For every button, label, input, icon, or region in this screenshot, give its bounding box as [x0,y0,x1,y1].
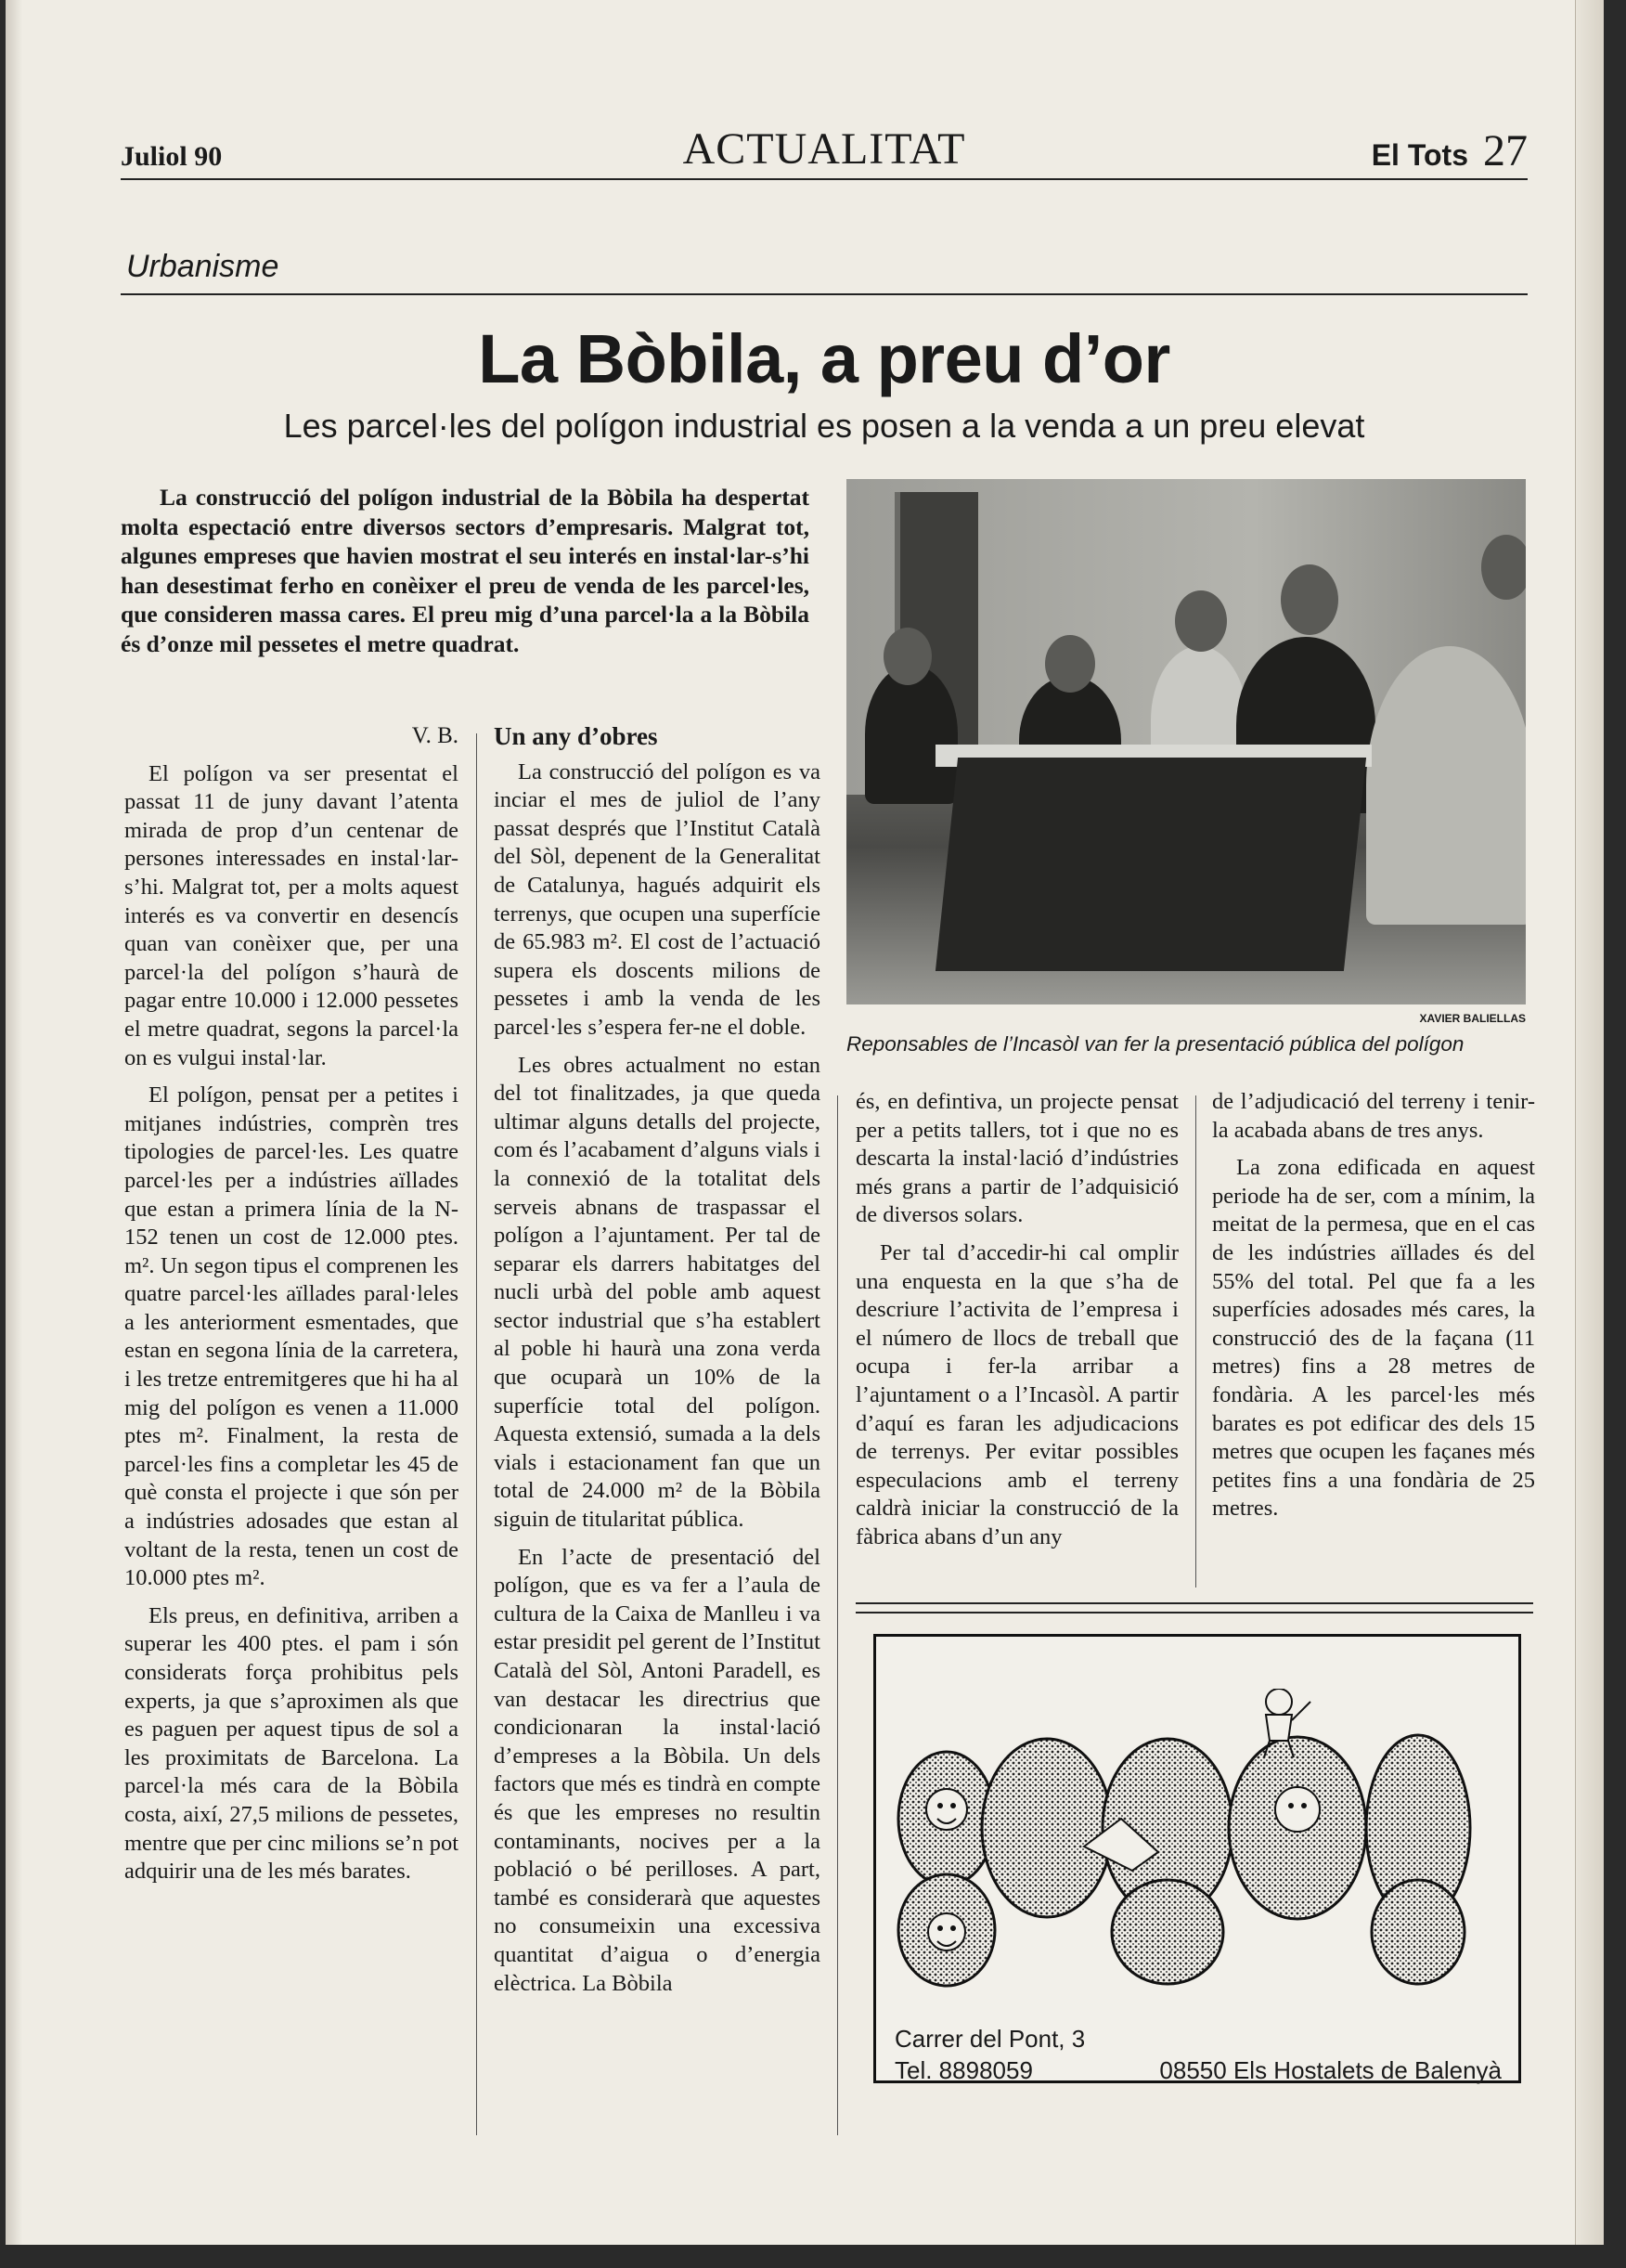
column-divider [476,733,477,2135]
byline: V. B. [411,723,458,748]
photo-caption: Reponsables de l’Incasòl van fer la presentació pública del polígon [846,1032,1465,1056]
subsection-heading: Un any d’obres [494,722,658,750]
paragraph: La zona edificada en aquest periode ha de ser, com a mínim, la meitat de la permesa, que en el cas de les indústries aïllades és del 55% del total. Pel que fa a les superfícies adosades més cares, la construcció des de la façana (11 metres) fins a 28 metres de fondària. A les parcel·les més barates es pot edificar des dels 15 metres que ocupen les façanes més petites fins a una fondària de 25 metres. [1212,1155,1535,1522]
photo-head [1481,535,1526,600]
column-3 [856,1088,1179,1552]
paragraph: La construcció del polígon es va inciar el mes de juliol de l’any passat després que l’Institut Català del Sòl, depenent de la Generalitat de Catalunya, hagués adquirit els terrenys, que ocupen una superfície de 65.983 m². El cost de l’actuació supera els doscents milions de pessetes i amb la venda de les parcel·les s’espera fer-ne el doble. [494,758,820,1040]
issue-date: Juliol 90 [121,141,223,172]
bambi-logo [889,1689,1505,2014]
photo-person [865,665,958,804]
paragraph: Les obres actualment no estan del tot finalitzades, ja que queda ultimar alguns detalls del projecte, com és l’acabament d’alguns vials i la connexió de la totalitat dels serveis abnans de traspassar el polígon a l’ajuntament. Per tal de separar els darrers habitatges del nucli urbà del poble amb aquest sector industrial que s’ha establert al poble hi haurà una zona verda que ocuparà un 10% de la superfície total del polígon. Aquesta extensió, sumada a la dels vials i estacionament fan que un total de 24.000 m² de la Bòbila siguin de titularitat pública. [494,1052,820,1533]
ad-town: 08550 Els Hostalets de Balenyà [1159,2056,1502,2084]
advertisement [873,1634,1521,2083]
page-edge [1575,0,1604,2245]
photo-head [1281,564,1338,635]
column-divider [837,1095,838,2135]
header-rule [121,178,1528,180]
ad-phone: Tel. 8898059 [895,2056,1033,2084]
photo-head [1175,590,1227,652]
section-title: ACTUALITAT [682,124,966,174]
paragraph: El polígon va ser presentat el passat 11 de juny davant l’atenta mirada de prop d’un centenar de persones interessades en instal·lar-s’hi. Malgrat tot, per a molts aquest interés es va convertir en desencís quan van conèixer que, per una parcel·la del polígon s’haurà de pagar entre 10.000 i 12.000 pessetes el metre quadrat, segons la parcel·la on es vulgui instal·lar. [124,760,458,1070]
double-rule [856,1602,1533,1614]
paragraph: El polígon, pensat per a petites i mitjanes indústries, comprèn tres tipologies de parcel·les. Les quatre parcel·les per a indústries aïllades que estan a primera línia de la N-152 tenen un cost de 12.000 ptes. m². Un segon tipus el comprenen les quatre parcel·les aïllades paral·leles a les anteriorment esmentades, que estan en segona línia de la carretera, i les tretze entremitgeres que hi ha al mig del polígon es venen a 11.000 ptes m². Finalment, la resta de parcel·les fins a completar les 45 de què consta el projecte i que són per a indústries adosades que estan al voltant de la resta, tenen un cost de 10.000 ptes m². [124,1082,458,1591]
photo-head [1045,635,1095,693]
ad-address: Carrer del Pont, 3 [895,2025,1086,2053]
paragraph: és, en defintiva, un projecte pensat per a petits tallers, tot i que no es descarta la instal·lació d’indústries més grans a partir de l’adquisició de diversos solars. [856,1089,1179,1228]
photo-credit: XAVIER BALIELLAS [1419,1012,1526,1025]
column-1 [124,722,458,1886]
paragraph: Els preus, en definitiva, arriben a superar les 400 ptes. el pam i són considerats força prohibitus pels experts, ja que s’aproximen als que es paguen per aquest tipus de sol a les proximitats de Barcelona. La parcel·la més cara de la Bòbila costa, així, 27,5 milions de pessetes, mentre que per cinc milions se’n pot adquirir una de les més barates. [124,1602,458,1885]
column-2 [494,722,820,1998]
page-number: 27 [1483,126,1528,175]
article-photo [846,479,1526,1004]
rubric: Urbanisme [126,249,279,284]
column-4 [1212,1088,1535,1523]
lead-paragraph: La construcció del polígon industrial de la Bòbila ha despertat molta espectació entre diversos sectors d’empresaris. Malgrat tot, algunes empreses que havien mostrat el seu interés en instal·lar-s’hi han desestimat ferho en conèixer el preu de venda de les parcel·les, que consideren massa cares. El preu mig d’una parcel·la a la Bòbila és d’onze mil pessetes el metre quadrat. [121,484,809,657]
newspaper-page [6,0,1604,2245]
column-divider [1195,1095,1196,1588]
paragraph: de l’adjudicació del terreny i tenir-la acabada abans de tres anys. [1212,1089,1535,1143]
photo-head [884,628,932,685]
page-gutter [6,0,22,2245]
page-header [121,111,1528,178]
paragraph: Per tal d’accedir-hi cal omplir una enquesta en la que s’ha de descriure l’activita de l’empresa i el número de llocs de treball que ocupa i fer-la arribar a l’ajuntament o a l’Incasòl. A partir d’aquí es faran les adjudicacions de terrenys. Per evitar possibles especulacions amb el terreny caldrà iniciar la construcció de la fàbrica abans d’un any [856,1239,1179,1549]
subheadline: Les parcel·les del polígon industrial es posen a la venda a un preu elevat [283,407,1365,445]
paragraph: En l’acte de presentació del polígon, que es va fer a l’aula de cultura de la Caixa de Manlleu i va estar presidit pel gerent de l’Institut Català del Sòl, Antoni Paradell, es van destacar les directrius que condicionaran la instal·lació d’empreses a la Bòbila. Un dels factors que més es tindrà en compte és que les empreses no resultin contaminants, nocives per a la població o bé perilloses. A part, també es considerarà que aquestes no consumeixin una excessiva quantitat d’aigua o d’energia elèctrica. La Bòbila [494,1544,820,1996]
photo-table [936,758,1366,971]
rubric-rule [121,293,1528,295]
photo-person [1366,646,1526,925]
publication-name: El Tots [1371,138,1468,172]
headline: La Bòbila, a preu d’or [478,320,1170,397]
